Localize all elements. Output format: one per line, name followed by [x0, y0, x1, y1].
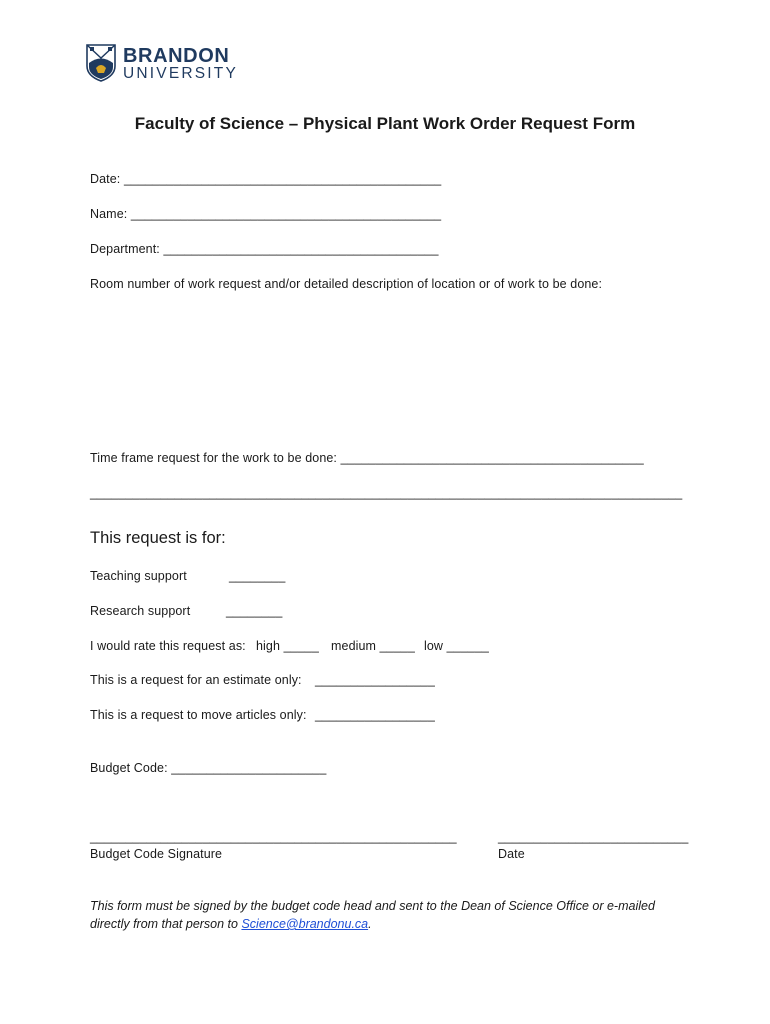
science-email-link[interactable]: Science@brandonu.ca — [241, 917, 369, 931]
time-frame-field[interactable] — [90, 451, 644, 465]
estimate-only-blank[interactable]: _________________ — [315, 673, 435, 687]
move-articles-blank[interactable]: _________________ — [315, 708, 435, 722]
submission-notice — [90, 897, 690, 933]
teaching-support-label: Teaching support — [90, 569, 187, 583]
budget-signature-line[interactable]: ____________________________________________________ — [90, 830, 457, 844]
time-frame-extra-line[interactable]: ____________________________________________________________________________________ — [90, 486, 683, 500]
time-frame-blank[interactable]: ___________________________________________ — [340, 451, 644, 465]
department-blank[interactable]: _______________________________________ — [163, 242, 439, 256]
move-articles-label: This is a request to move articles only: — [90, 708, 307, 722]
name-blank[interactable]: ____________________________________________ — [130, 207, 442, 221]
budget-signature-label: Budget Code Signature — [90, 847, 223, 861]
logo-line-1: BRANDON — [123, 45, 230, 67]
priority-low-option[interactable]: low ______ — [424, 639, 489, 653]
research-support-label: Research support — [90, 604, 191, 618]
time-frame-label: Time frame request for the work to be done: — [90, 451, 338, 465]
budget-code-label: Budget Code: — [90, 761, 168, 775]
priority-high-option[interactable]: high _____ — [256, 639, 319, 653]
budget-code-field[interactable] — [90, 761, 326, 775]
form-title: Faculty of Science – Physical Plant Work Order Request Form — [134, 114, 636, 133]
date-field[interactable] — [90, 172, 441, 186]
signature-date-label: Date — [498, 847, 525, 861]
budget-code-blank[interactable]: ______________________ — [171, 761, 327, 775]
teaching-support-blank[interactable]: ________ — [229, 569, 286, 583]
department-label: Department: — [90, 242, 160, 256]
room-description-label: Room number of work request and/or detailed description of location or of work to be done: — [90, 277, 603, 291]
date-label: Date: — [90, 172, 121, 186]
brandon-university-logo — [86, 44, 239, 84]
date-blank[interactable]: _____________________________________________ — [123, 172, 442, 186]
priority-rating-label: I would rate this request as: — [90, 639, 246, 653]
signature-date-line[interactable]: ___________________________ — [498, 830, 689, 844]
name-field[interactable] — [90, 207, 441, 221]
request-for-heading: This request is for: — [90, 529, 226, 547]
shield-crest-icon — [86, 44, 116, 82]
department-field[interactable] — [90, 242, 439, 256]
notice-text: This form must be signed by the budget code head and sent to the Dean of Science Office or e-mailed directly from that person to — [90, 899, 655, 931]
name-label: Name: — [90, 207, 128, 221]
estimate-only-label: This is a request for an estimate only: — [90, 673, 302, 687]
logo-line-2: UNIVERSITY — [123, 65, 239, 82]
research-support-blank[interactable]: ________ — [226, 604, 283, 618]
notice-trailing: . — [368, 917, 372, 931]
priority-medium-option[interactable]: medium _____ — [331, 639, 415, 653]
